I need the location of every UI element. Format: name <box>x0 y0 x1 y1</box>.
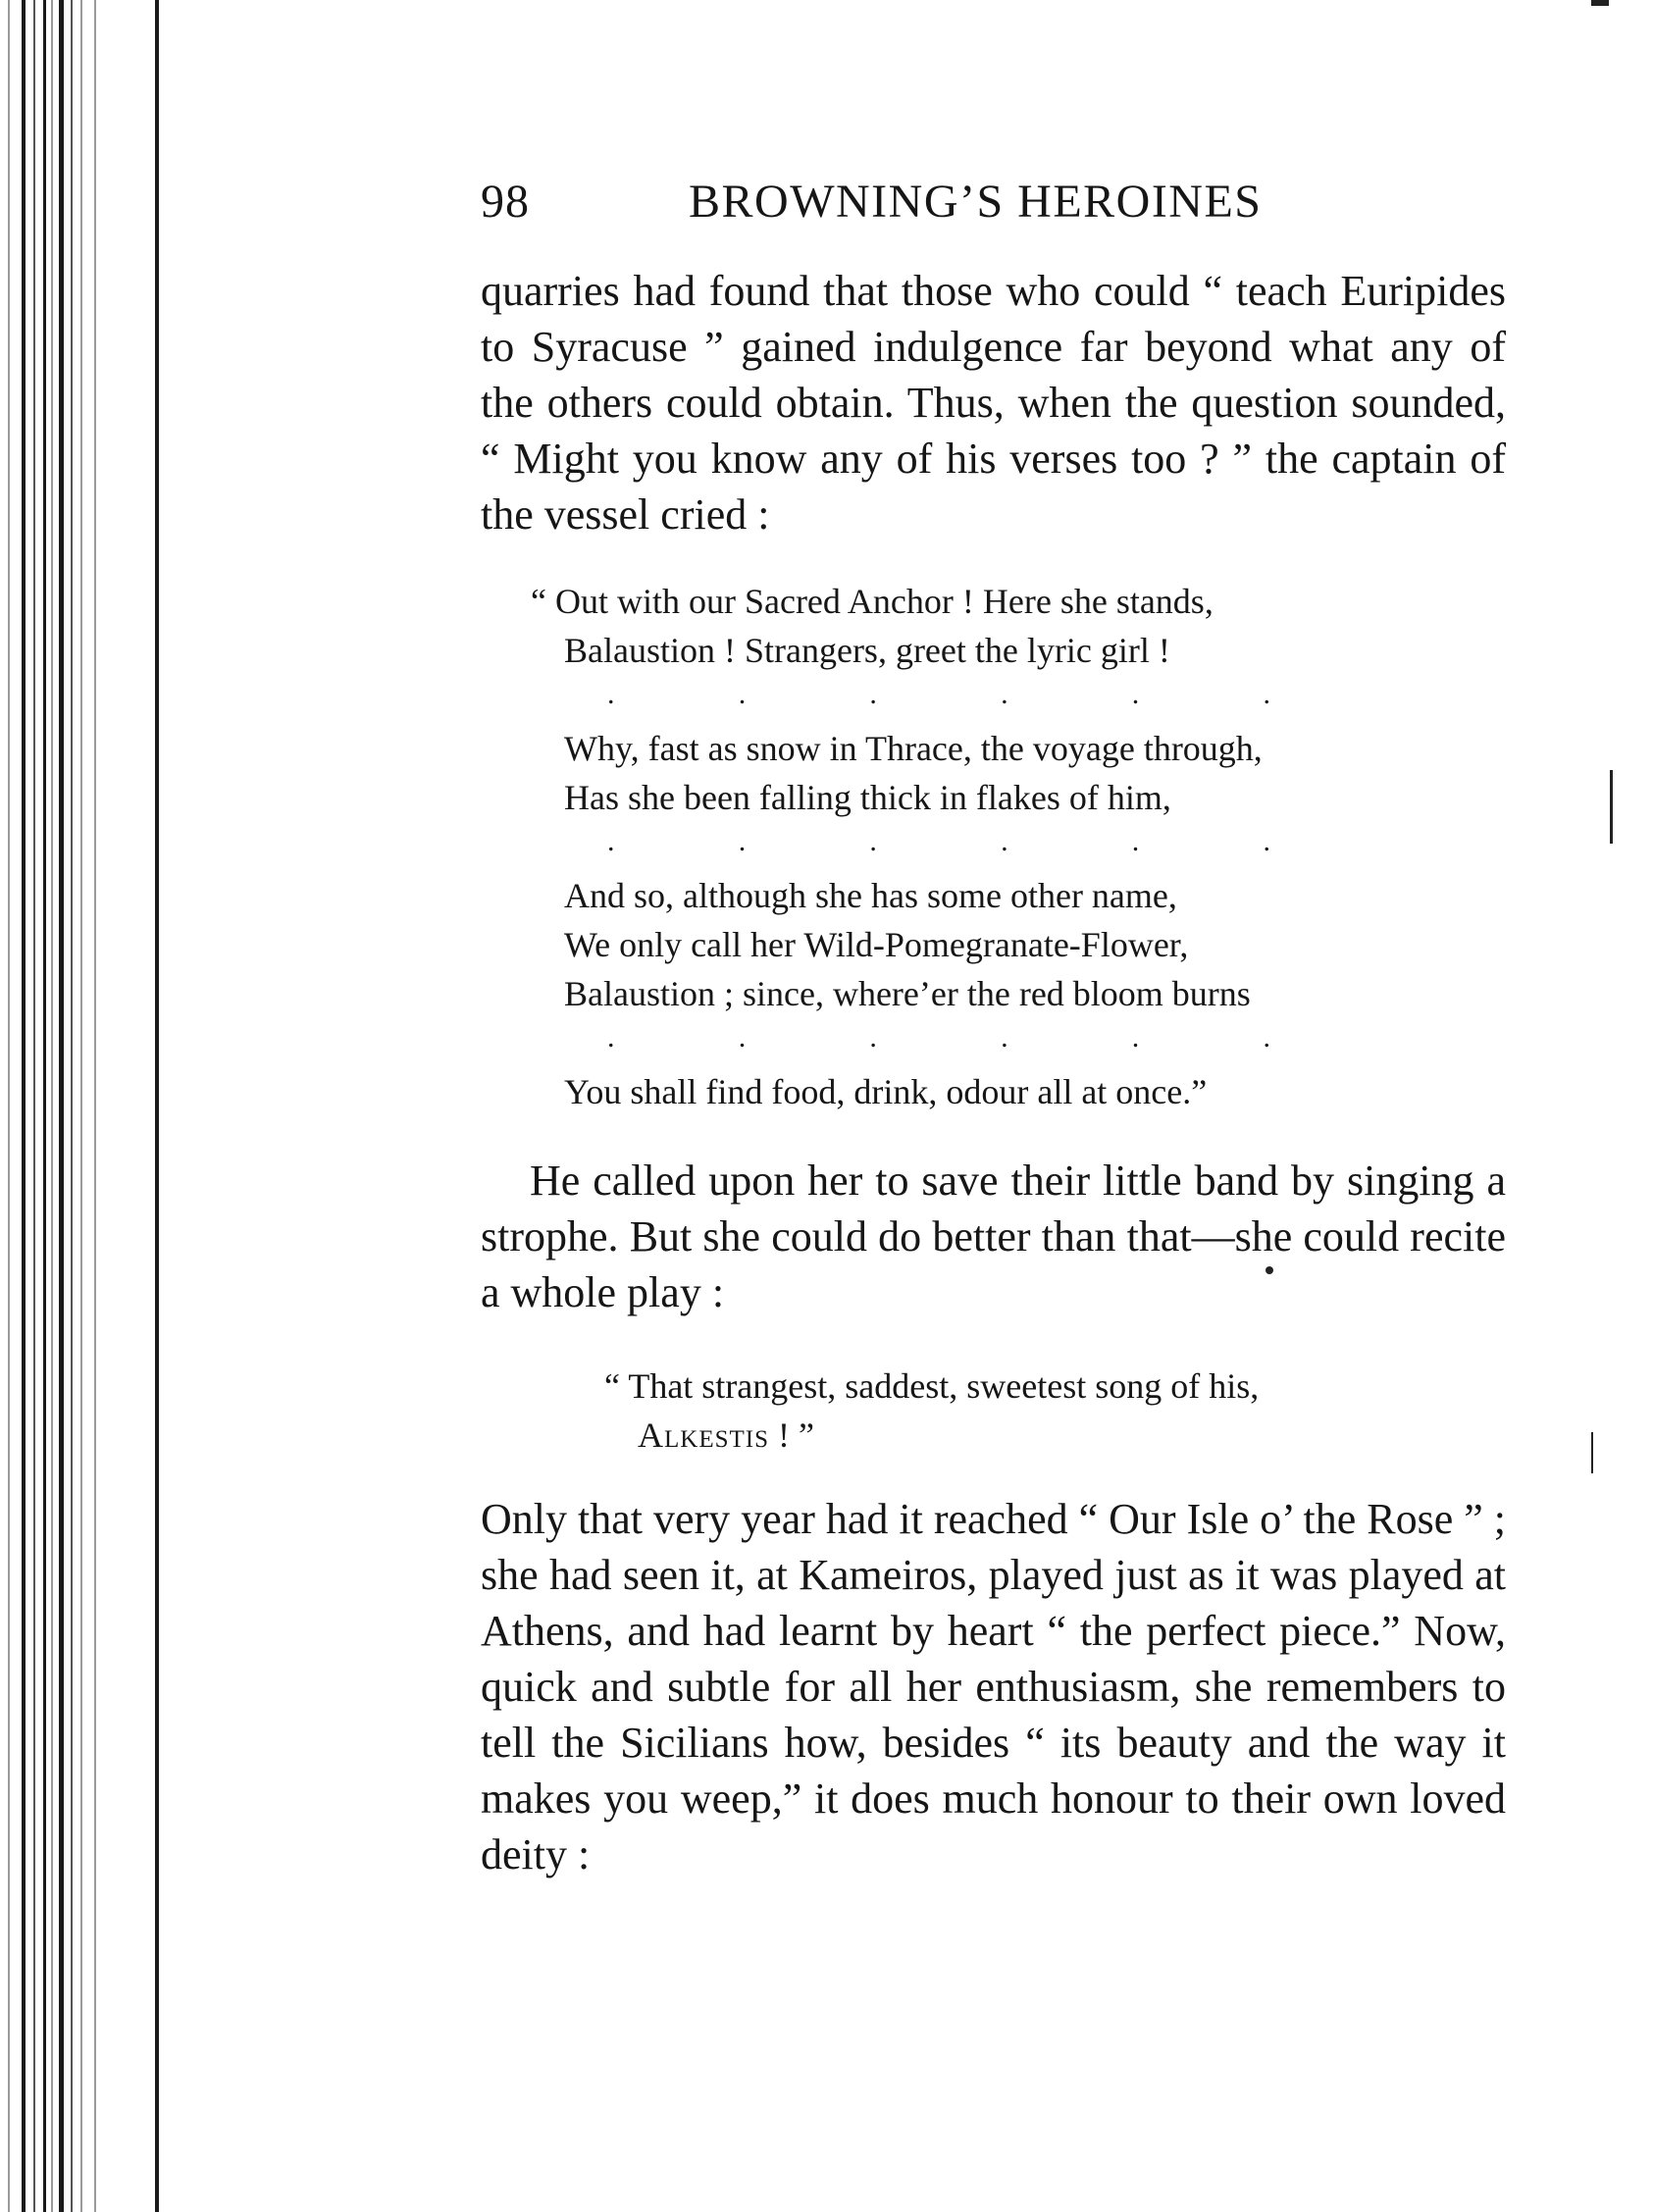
scan-mark-right-2 <box>1591 1432 1593 1473</box>
verse-ellipsis <box>564 675 1270 724</box>
running-title: BROWNING’S HEROINES <box>689 176 1263 228</box>
verse-quote-2 <box>604 1362 1260 1460</box>
ellipsis-dot: . <box>607 1021 615 1054</box>
verse-line-end: ! ” <box>769 1415 814 1455</box>
ellipsis-dot: . <box>607 825 615 857</box>
paragraph-2: He called upon her to save their little band by singing a strophe. But she could do better than that—she could recite a whole play : <box>481 1157 1506 1316</box>
ellipsis-dot: . <box>738 678 747 710</box>
ellipsis-dot: . <box>1131 1021 1140 1054</box>
verse-ellipsis <box>564 1018 1270 1067</box>
page-number: 98 <box>481 176 530 228</box>
ellipsis-dot: . <box>1263 1021 1270 1054</box>
ellipsis-dot: . <box>869 825 877 857</box>
ellipsis-dot: . <box>1001 678 1008 710</box>
ellipsis-dot: . <box>1263 825 1270 857</box>
ellipsis-dot: . <box>869 1021 877 1054</box>
verse-quote-1-stanza-4 <box>564 1067 1207 1116</box>
ellipsis-dot: . <box>738 1021 747 1054</box>
play-title: Alkestis <box>638 1415 769 1455</box>
verse-quote-1-stanza-1 <box>531 577 1270 724</box>
verse-line: Has she been falling thick in flakes of him, <box>564 778 1171 817</box>
ellipsis-dot: . <box>738 825 747 857</box>
verse-line: And so, although she has some other name, <box>564 876 1177 915</box>
verse-line: “ That strangest, saddest, sweetest song of his, <box>604 1366 1260 1406</box>
verse-line: We only call her Wild-Pomegranate-Flower, <box>564 925 1189 964</box>
ellipsis-dot: . <box>1001 825 1008 857</box>
ellipsis-dot: . <box>869 678 877 710</box>
scan-mark-right-1 <box>1610 770 1613 844</box>
binding-gutter <box>0 0 172 2212</box>
scan-mark-top <box>1591 0 1609 6</box>
paragraph-3: Only that very year had it reached “ Our Isle o’ the Rose ” ; she had seen it, at Kameiros, played just as it was played at Athens, and had learnt by heart “ the perfect piece.” Now, quick and subtle for all her enthusiasm, she remembers to tell the Sicilians how, besides “ its beauty and the way it makes you weep,” it does much honour to their own loved deity : <box>481 1495 1506 1878</box>
ellipsis-dot: . <box>1001 1021 1008 1054</box>
ellipsis-dot: . <box>1263 678 1270 710</box>
paragraph-1: quarries had found that those who could “ teach Euripides to Syracuse ” gained indulgence far beyond what any of the others could obtain. Thus, when the question sounded, “ Might you know any of his verses too ? ” the captain of the vessel cried : <box>481 267 1506 539</box>
verse-line: Why, fast as snow in Thrace, the voyage through, <box>564 729 1263 768</box>
running-head <box>481 175 1506 233</box>
ellipsis-dot: . <box>1131 825 1140 857</box>
verse-quote-1-stanza-2 <box>564 724 1270 871</box>
verse-line: Balaustion ; since, where’er the red bloom burns <box>564 974 1251 1013</box>
verse-quote-1-stanza-3 <box>564 871 1270 1067</box>
verse-line <box>638 1411 1259 1460</box>
verse-line: Balaustion ! Strangers, greet the lyric girl ! <box>564 631 1170 670</box>
ellipsis-dot: . <box>607 678 615 710</box>
ellipsis-dot: . <box>1131 678 1140 710</box>
verse-line: “ Out with our Sacred Anchor ! Here she stands, <box>531 582 1214 621</box>
verse-line: You shall find food, drink, odour all at once.” <box>564 1072 1208 1111</box>
verse-ellipsis <box>564 822 1270 871</box>
book-page <box>481 0 1506 2212</box>
